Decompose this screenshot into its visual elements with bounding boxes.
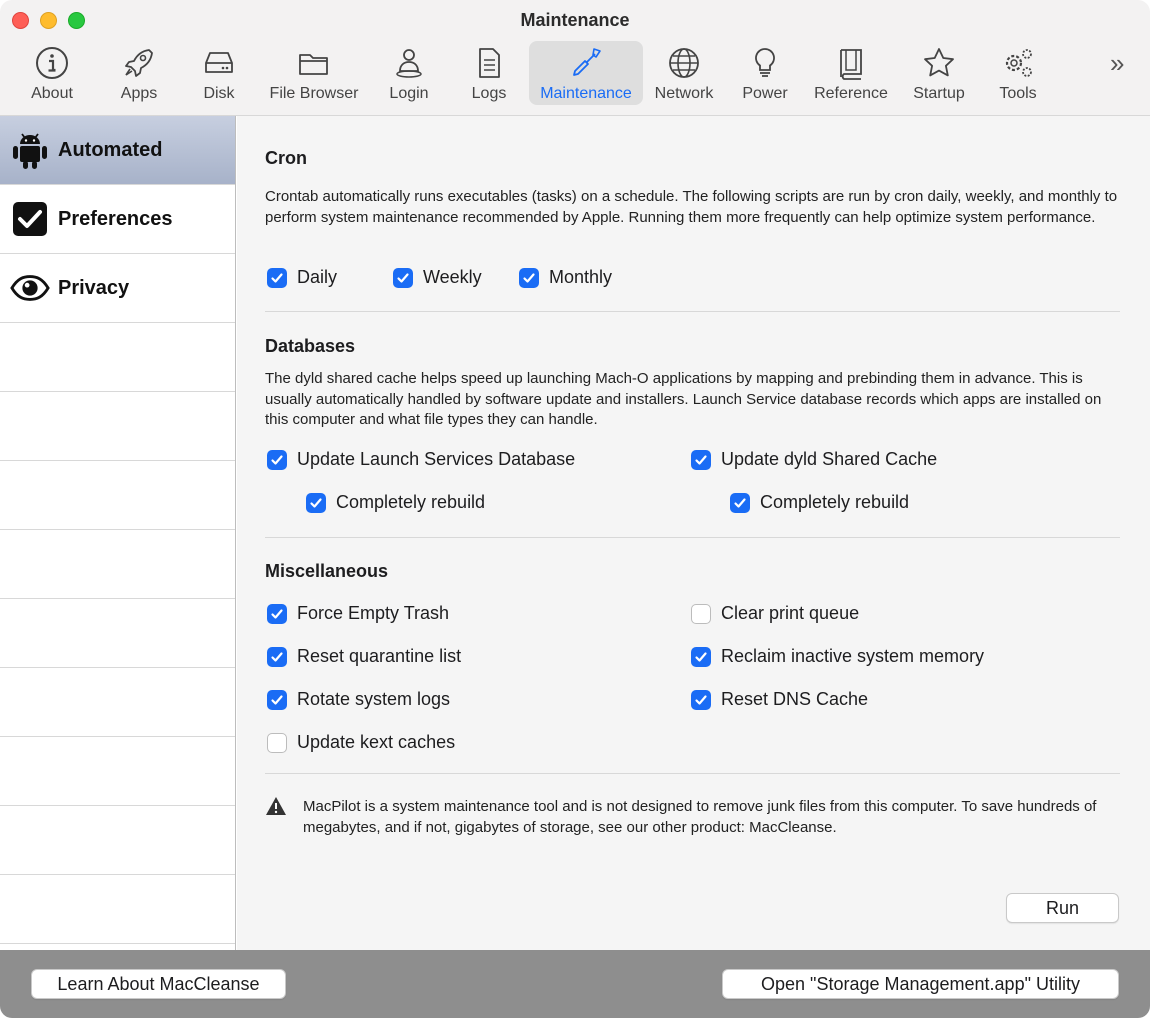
window-title: Maintenance — [520, 10, 630, 30]
sidebar-item-automated[interactable] — [0, 116, 235, 185]
dyld-rebuild-checkbox[interactable] — [730, 492, 909, 513]
checkbox-label: Update dyld Shared Cache — [721, 449, 938, 469]
tool-label: Startup — [913, 85, 965, 102]
sidebar-item-label: Automated — [58, 138, 163, 161]
reset-dns-checkbox[interactable] — [691, 689, 868, 710]
sidebar-item-label: Privacy — [58, 276, 130, 299]
checkmark-icon — [730, 493, 750, 513]
checkbox-label: Update kext caches — [297, 732, 456, 752]
sidebar-empty-row — [0, 806, 235, 875]
maintenance-panel — [237, 116, 1150, 950]
launch-services-rebuild-checkbox[interactable] — [306, 492, 485, 513]
screwdriver-icon — [568, 45, 604, 81]
checkbox-label: Reset quarantine list — [297, 646, 462, 666]
tool-apps[interactable] — [109, 41, 169, 105]
sidebar-empty-row — [0, 530, 235, 599]
clear-print-queue-checkbox[interactable] — [691, 603, 859, 624]
checkbox-label: Reclaim inactive system memory — [721, 646, 985, 666]
cron-heading: Cron — [265, 148, 307, 168]
sidebar-empty-row — [0, 668, 235, 737]
weekly-checkbox[interactable] — [393, 267, 482, 288]
checkbox-label: Daily — [297, 267, 338, 287]
unchecked-box — [691, 604, 711, 624]
checkmark-icon — [519, 268, 539, 288]
tool-label: Reference — [814, 85, 888, 102]
rocket-icon — [121, 45, 157, 81]
open-storage-management-button[interactable]: Open "Storage Management.app" Utility — [722, 969, 1119, 999]
checkbox-label: Monthly — [549, 267, 613, 287]
checkmark-icon — [691, 450, 711, 470]
monthly-checkbox[interactable] — [519, 267, 612, 288]
tool-label: Tools — [999, 85, 1037, 102]
sidebar-item-label: Preferences — [58, 207, 173, 230]
sidebar-empty-row — [0, 392, 235, 461]
divider — [265, 311, 1120, 312]
bottom-bar — [0, 950, 1150, 1018]
checkbox-label: Update Launch Services Database — [297, 449, 576, 469]
tool-disk[interactable] — [189, 41, 249, 105]
toolbar — [0, 0, 1150, 116]
update-launch-services-checkbox[interactable] — [267, 449, 575, 470]
tool-login[interactable] — [380, 41, 438, 105]
star-icon — [921, 45, 957, 81]
tool-label: Login — [389, 85, 429, 102]
globe-icon — [666, 45, 702, 81]
checkmark-icon — [267, 450, 287, 470]
tool-tools[interactable] — [990, 41, 1046, 105]
warning-text: MacPilot is a system maintenance tool and is not designed to remove junk files from this computer. To save hundreds of megabytes, and if not, gigabytes of storage, see our other product: MacCleanse. — [303, 798, 1097, 836]
tool-label: Disk — [203, 85, 235, 102]
tool-logs[interactable] — [460, 41, 518, 105]
run-button[interactable]: Run — [1006, 893, 1119, 923]
cron-description: Crontab automatically runs executables (tasks) on a schedule. The following scripts are run by cron daily, weekly, and monthly to perform system maintenance recommended by Apple. Running them more frequently can help optimize system performance. — [265, 188, 1118, 226]
lightbulb-icon — [747, 45, 783, 81]
tool-file-browser[interactable] — [264, 41, 364, 105]
gears-icon — [1000, 45, 1036, 81]
tool-label: About — [31, 85, 73, 102]
warning-icon — [265, 796, 287, 838]
checkbox-label: Weekly — [423, 267, 482, 287]
user-icon — [391, 45, 427, 81]
tool-reference[interactable] — [808, 41, 894, 105]
unchecked-box — [267, 733, 287, 753]
rotate-logs-checkbox[interactable] — [267, 689, 450, 710]
folder-icon — [296, 45, 332, 81]
checkmark-icon — [691, 647, 711, 667]
sidebar-empty-row — [0, 461, 235, 530]
disk-icon — [201, 45, 237, 81]
tool-label: Maintenance — [540, 85, 632, 102]
sidebar — [0, 116, 236, 950]
android-icon — [10, 130, 50, 170]
tool-label: File Browser — [269, 85, 359, 102]
daily-checkbox[interactable] — [267, 267, 337, 288]
tool-power[interactable] — [737, 41, 793, 105]
info-icon — [34, 45, 70, 81]
tool-startup[interactable] — [906, 41, 972, 105]
tool-label: Power — [742, 85, 788, 102]
tool-about[interactable] — [22, 41, 82, 105]
tool-network[interactable] — [650, 41, 718, 105]
checkbox-icon — [10, 199, 50, 239]
tool-label: Apps — [120, 85, 158, 102]
document-icon — [471, 45, 507, 81]
checkmark-icon — [267, 647, 287, 667]
checkbox-label: Reset DNS Cache — [721, 689, 869, 709]
tool-label: Logs — [471, 85, 507, 102]
tool-label: Network — [654, 85, 714, 102]
checkbox-label: Completely rebuild — [760, 492, 910, 512]
checkbox-label: Rotate system logs — [297, 689, 451, 709]
divider — [265, 773, 1120, 774]
databases-heading: Databases — [265, 336, 356, 356]
sidebar-empty-row — [0, 737, 235, 806]
update-dyld-cache-checkbox[interactable] — [691, 449, 937, 470]
force-empty-trash-checkbox[interactable] — [267, 603, 449, 624]
checkmark-icon — [691, 690, 711, 710]
checkmark-icon — [267, 690, 287, 710]
sidebar-item-preferences[interactable] — [0, 185, 235, 254]
update-kext-checkbox[interactable] — [267, 732, 455, 753]
tool-maintenance[interactable] — [529, 41, 643, 105]
checkbox-label: Completely rebuild — [336, 492, 486, 512]
checkmark-icon — [267, 268, 287, 288]
checkmark-icon — [306, 493, 326, 513]
sidebar-empty-row — [0, 599, 235, 668]
checkmark-icon — [267, 604, 287, 624]
checkbox-label: Clear print queue — [721, 603, 860, 623]
misc-heading: Miscellaneous — [265, 561, 389, 581]
sidebar-item-privacy[interactable] — [0, 254, 235, 323]
eye-icon — [10, 268, 50, 308]
divider — [265, 537, 1120, 538]
databases-description: The dyld shared cache helps speed up launching Mach-O applications by mapping and prebinding them in advance. This is usually automatically handled by software update and installers. Launch Service database records which apps are installed on this computer and what file types they can handle. — [265, 370, 1102, 428]
reclaim-memory-checkbox[interactable] — [691, 646, 984, 667]
warning-notice — [265, 796, 1125, 838]
checkbox-label: Force Empty Trash — [297, 603, 450, 623]
toolbar-overflow-button[interactable]: » — [1110, 48, 1125, 78]
sidebar-empty-row — [0, 323, 235, 392]
learn-maccleanse-button[interactable]: Learn About MacCleanse — [31, 969, 286, 999]
reset-quarantine-checkbox[interactable] — [267, 646, 461, 667]
checkmark-icon — [393, 268, 413, 288]
sidebar-empty-row — [0, 875, 235, 944]
book-icon — [833, 45, 869, 81]
